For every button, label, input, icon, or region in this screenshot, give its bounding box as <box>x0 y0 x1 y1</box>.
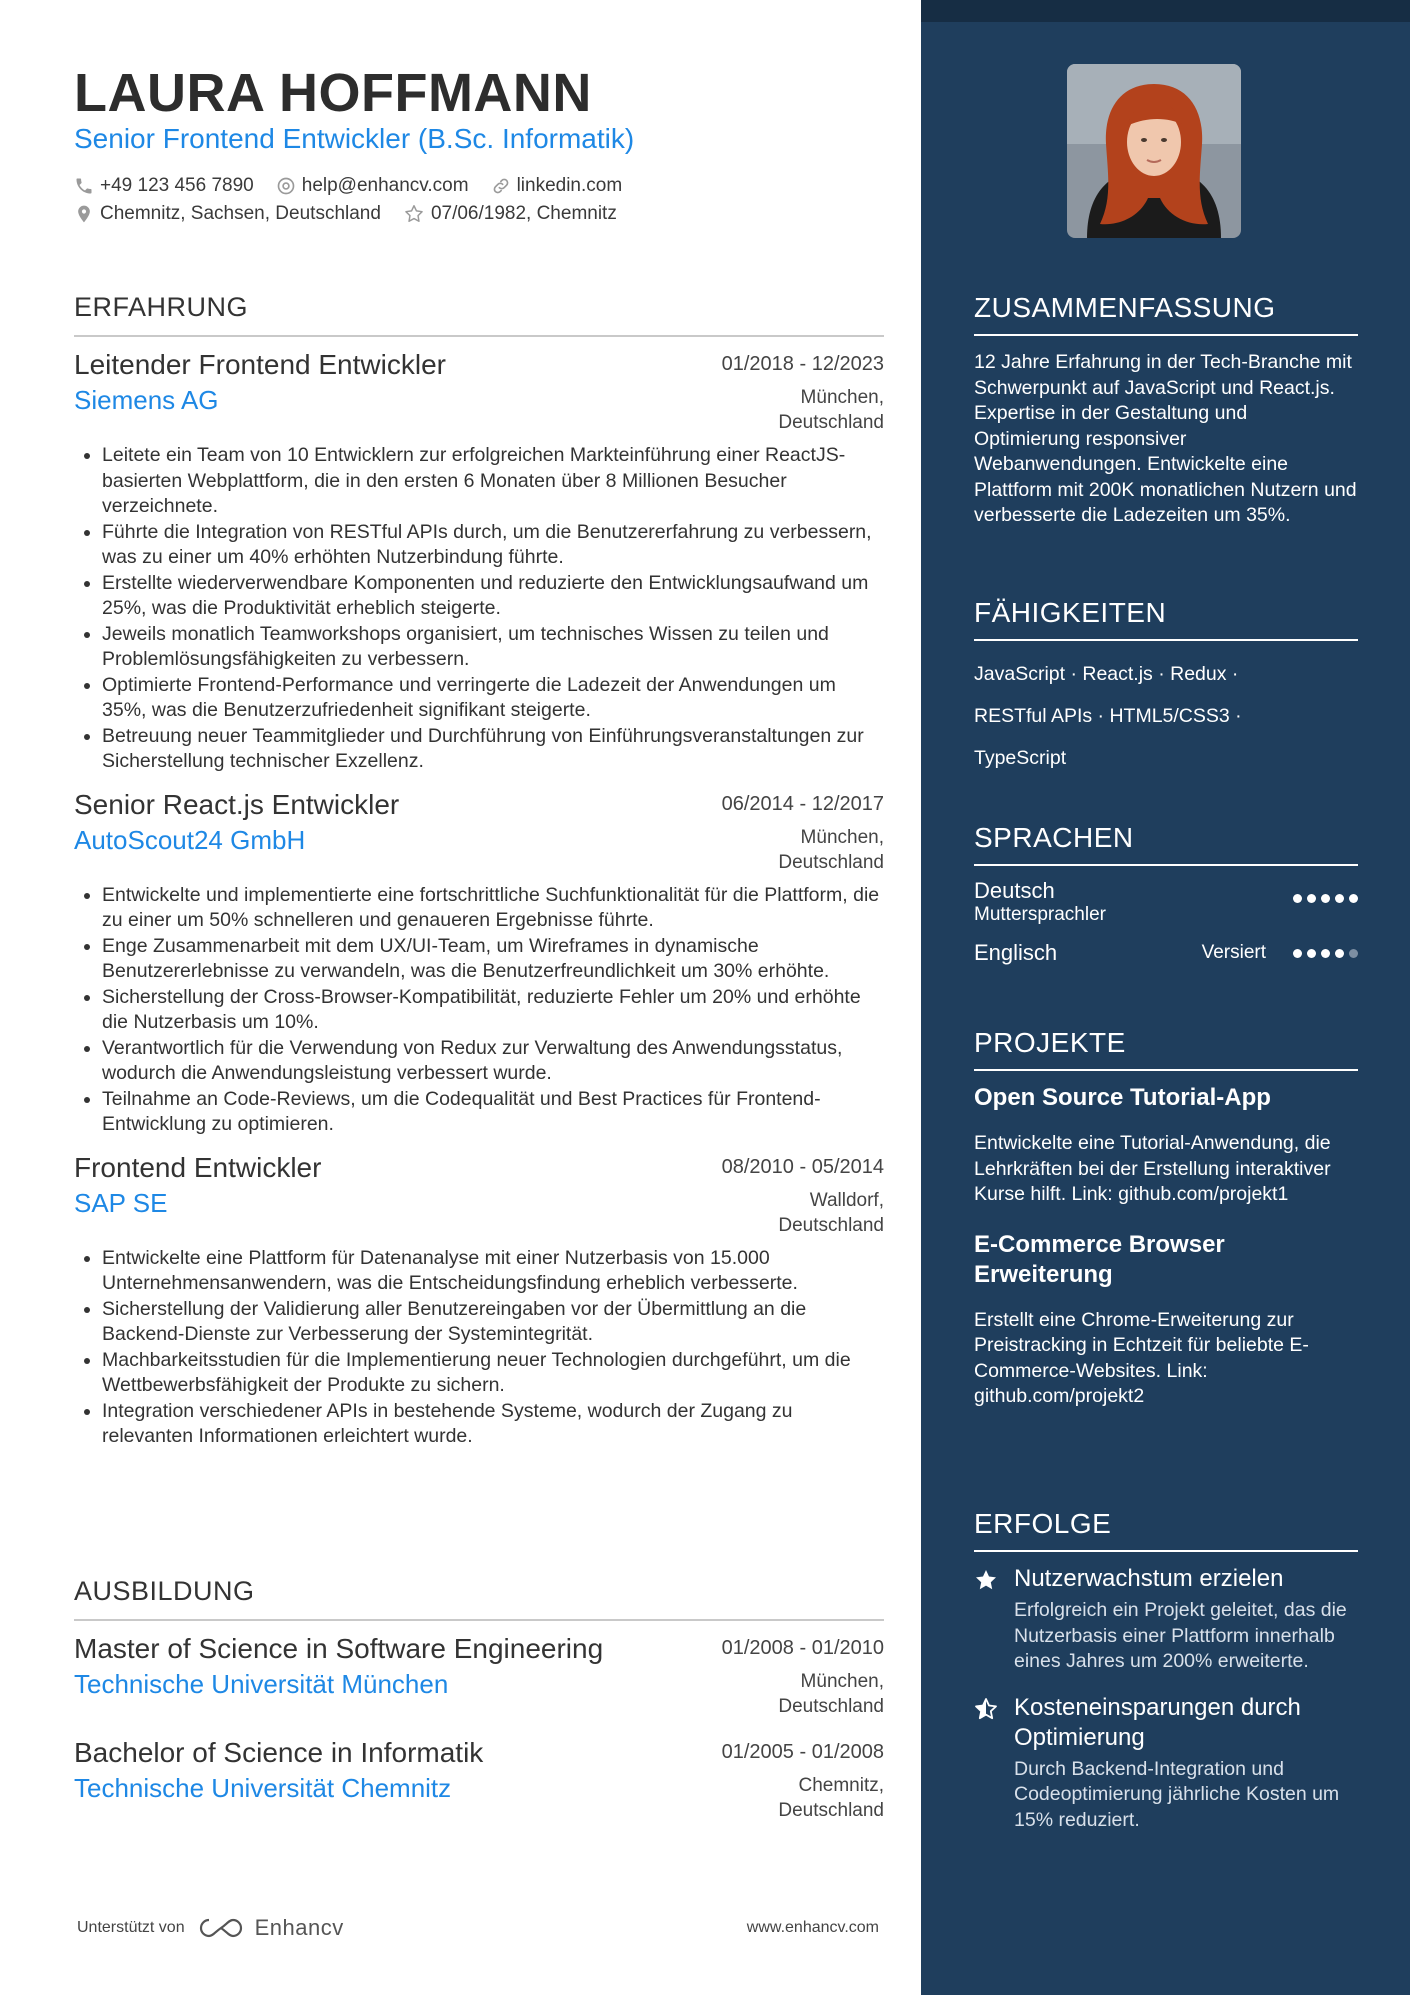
person-name: LAURA HOFFMANN <box>74 63 592 123</box>
school-name: Technische Universität Chemnitz <box>74 1773 452 1803</box>
school-country: Deutschland <box>778 1800 884 1821</box>
job-company: AutoScout24 GmbH <box>74 824 306 855</box>
brand-name: Enhancv <box>254 1915 344 1940</box>
projects-heading: PROJEKTE <box>974 1027 1358 1071</box>
language-level: Muttersprachler <box>974 904 1106 925</box>
school-location <box>778 1773 884 1823</box>
education-entry <box>74 1737 884 1823</box>
email-text: help@enhancv.com <box>301 175 469 196</box>
bullet-item: • Betreuung neuer Teammitglieder und Durchführung von Einführungsveranstaltungen zur Sicherstellung technischer Exzellenz. <box>102 724 884 775</box>
language-name: Englisch <box>974 940 1058 965</box>
bullet-item: • Führte die Integration von RESTful APIs durch, um die Benutzererfahrung zu verbessern, was zu einer um 40% erhöhten Nutzerbindung führte. <box>102 520 884 571</box>
rating-dot <box>1307 949 1316 958</box>
skills-line: RESTful APIs · HTML5/CSS3 · <box>974 705 1242 727</box>
footer <box>77 1915 879 1941</box>
language-rating <box>1288 894 1358 903</box>
degree-title: Bachelor of Science in Informatik <box>74 1737 484 1768</box>
job-country: Deutschland <box>778 851 884 873</box>
bullet-item: • Sicherstellung der Cross-Browser-Kompatibilität, reduzierte Fehler um 20% und erhöhte die Nutzerbasis um 10%. <box>102 985 884 1036</box>
rating-dot <box>1321 894 1330 903</box>
summary-text: 12 Jahre Erfahrung in der Tech-Branche mit Schwerpunkt auf JavaScript und React.js. Expertise in der Gestaltung und Optimierung responsiver Webanwendungen. Entwickelte eine Plattform mit 200K monatlichen Nutzern und verbesserte die Ladezeiten um 35%. <box>974 351 1357 526</box>
profile-photo <box>1067 64 1241 238</box>
education-section <box>74 1576 884 1823</box>
website-link[interactable]: www.enhancv.com <box>746 1919 879 1936</box>
degree-dates: 01/2005 - 01/2008 <box>721 1741 884 1763</box>
skills-section <box>974 597 1358 779</box>
enhancv-logo-icon <box>197 1916 245 1940</box>
bullet-item: • Verantwortlich für die Verwendung von Redux zur Verwaltung des Anwendungsstatus, wodurch die Anwendungsleistung verbessert wurde. <box>102 1036 884 1087</box>
job-company: Siemens AG <box>74 385 219 415</box>
summary-heading: ZUSAMMENFASSUNG <box>974 292 1358 336</box>
achievement-title: Nutzerwachstum erzielen <box>1014 1565 1284 1592</box>
rating-dot <box>1293 949 1302 958</box>
bullet-item: • Entwickelte und implementierte eine fortschrittliche Suchfunktionalität für die Plattform, die zu einer um 50% schnelleren und genaueren Ergebnisse führte. <box>102 883 884 934</box>
rating-dot <box>1335 894 1344 903</box>
school-name: Technische Universität München <box>74 1669 449 1699</box>
bullet-item: • Teilnahme an Code-Reviews, um die Codequalität und Best Practices für Frontend-Entwicklung zu optimieren. <box>102 1087 884 1138</box>
bullet-item: • Machbarkeitsstudien für die Implementierung neuer Technologien durchgeführt, um die Wettbewerbsfähigkeit der Produkte zu sichern. <box>102 1348 884 1399</box>
bullet-item: • Sicherstellung der Validierung aller Benutzereingaben vor der Übermittlung an die Backend-Dienste zur Verbesserung der Systemintegrität. <box>102 1297 884 1348</box>
rating-dot <box>1335 949 1344 958</box>
project-description: Entwickelte eine Tutorial-Anwendung, die Lehrkräften bei der Erstellung interaktiver Kurse hilft. Link: github.com/projekt1 <box>974 1132 1331 1205</box>
rating-dot <box>1307 894 1316 903</box>
education-entry <box>74 1633 884 1719</box>
summary-section <box>974 292 1358 529</box>
job-dates: 01/2018 - 12/2023 <box>721 353 884 375</box>
job-role: Leitender Frontend Entwickler <box>74 349 446 380</box>
sidebar-top-bar <box>921 0 1410 22</box>
birth-text: 07/06/1982, Chemnitz <box>430 203 617 224</box>
job-bullets <box>74 1246 884 1450</box>
rating-dot <box>1321 949 1330 958</box>
degree-dates: 01/2008 - 01/2010 <box>721 1637 884 1659</box>
school-city: Chemnitz, <box>798 1775 884 1796</box>
achievement-title: Kosteneinsparungen durch Optimierung <box>1014 1693 1301 1751</box>
experience-section <box>74 292 884 1450</box>
languages-heading: SPRACHEN <box>974 822 1358 866</box>
contact-birth <box>403 203 617 225</box>
bullet-item: • Entwickelte eine Plattform für Datenanalyse mit einer Nutzerbasis von 15.000 Unternehmensanwendern, was die Entscheidungsfindung erheblich verbesserte. <box>102 1246 884 1297</box>
achievement-item <box>974 1693 1358 1834</box>
profile-photo-image <box>1067 64 1241 238</box>
job-bullets <box>74 443 884 775</box>
bullet-item: • Enge Zusammenarbeit mit dem UX/UI-Team, um Wireframes in dynamische Benutzererlebnisse zu verwandeln, was die Benutzerfreundlichkeit um 30% erhöhte. <box>102 934 884 985</box>
job-dates: 08/2010 - 05/2014 <box>721 1155 884 1178</box>
bullet-item: • Integration verschiedener APIs in bestehende Systeme, wodurch der Zugang zu relevanten Informationen erleichtert wurde. <box>102 1399 884 1450</box>
achievements-section <box>974 1508 1358 1833</box>
school-city: München, <box>800 1671 884 1692</box>
bullet-item: • Optimierte Frontend-Performance und verringerte die Ladezeit der Anwendungen um 35%, was die Benutzerzufriedenheit signifikant steigerte. <box>102 673 884 724</box>
job-country: Deutschland <box>778 412 884 433</box>
projects-section <box>974 1027 1358 1410</box>
bullet-item: • Erstellte wiederverwendbare Komponenten und reduzierte den Entwicklungsaufwand um 25%, was die Produktivität erheblich steigerte. <box>102 571 884 622</box>
job-location <box>778 825 884 875</box>
school-country: Deutschland <box>778 1696 884 1717</box>
phone-text: +49 123 456 7890 <box>100 175 254 196</box>
star-icon <box>974 1568 998 1592</box>
skills-line: TypeScript <box>974 747 1067 769</box>
job-role: Senior React.js Entwickler <box>74 788 400 820</box>
phone-icon <box>74 176 94 196</box>
language-item <box>974 940 1358 966</box>
star-half-icon <box>974 1697 998 1721</box>
job-city: München, <box>800 387 884 408</box>
project-title: Open Source Tutorial-App <box>974 1084 1271 1111</box>
bullet-item: • Leitete ein Team von 10 Entwicklern zur erfolgreichen Markteinführung einer ReactJS-basierten Webplattform, die in den ersten 6 Monaten über 8 Millionen Besucher verzeichnete. <box>102 443 884 520</box>
job-location <box>778 385 884 435</box>
contact-email[interactable] <box>276 175 469 197</box>
powered-by-text: Unterstützt von <box>77 1919 185 1936</box>
achievement-description: Durch Backend-Integration und Codeoptimierung jährliche Kosten um 15% reduziert. <box>1014 1757 1340 1831</box>
star-outline-icon <box>403 203 425 225</box>
languages-section <box>974 822 1358 966</box>
job-location <box>778 1188 884 1238</box>
linkedin-text: linkedin.com <box>516 175 623 196</box>
at-icon <box>276 176 296 196</box>
location-pin-icon <box>74 204 94 224</box>
job-company: SAP SE <box>74 1187 168 1218</box>
degree-title: Master of Science in Software Engineering <box>74 1633 604 1664</box>
achievements-heading: ERFOLGE <box>974 1508 1358 1552</box>
contact-location <box>74 203 381 225</box>
project-title: E-Commerce Browser Erweiterung <box>974 1230 1225 1288</box>
school-location <box>778 1669 884 1719</box>
job-title-headline: Senior Frontend Entwickler (B.Sc. Informatik) <box>74 123 635 154</box>
job-city: München, <box>800 826 884 848</box>
contact-linkedin[interactable] <box>491 175 623 197</box>
skills-line: JavaScript · React.js · Redux · <box>974 663 1239 685</box>
rating-dot-empty <box>1349 949 1358 958</box>
job-role: Frontend Entwickler <box>74 1151 322 1183</box>
job-entry <box>74 349 884 775</box>
achievement-item <box>974 1564 1358 1675</box>
language-name: Deutsch <box>974 878 1055 903</box>
job-dates: 06/2014 - 12/2017 <box>721 792 884 815</box>
language-rating <box>1288 949 1358 958</box>
rating-dot <box>1293 894 1302 903</box>
language-level: Versiert <box>1201 942 1266 963</box>
experience-heading: ERFAHRUNG <box>74 292 884 337</box>
achievement-description: Erfolgreich ein Projekt geleitet, das die Nutzerbasis einer Plattform innerhalb eines Jahres um 200% erweiterte. <box>1014 1599 1347 1672</box>
job-entry <box>74 1152 884 1450</box>
sidebar <box>921 0 1410 1995</box>
skills-heading: FÄHIGKEITEN <box>974 597 1358 641</box>
rating-dot <box>1349 894 1358 903</box>
job-country: Deutschland <box>778 1214 884 1236</box>
education-heading: AUSBILDUNG <box>74 1576 884 1621</box>
language-item <box>974 878 1358 926</box>
job-entry <box>74 789 884 1138</box>
project-description: Erstellt eine Chrome-Erweiterung zur Preistracking in Echtzeit für beliebte E-Commerce-Websites. Link: github.com/projekt2 <box>974 1308 1309 1407</box>
location-text: Chemnitz, Sachsen, Deutschland <box>100 203 381 224</box>
contact-info <box>74 172 644 228</box>
bullet-item: • Jeweils monatlich Teamworkshops organisiert, um technisches Wissen zu teilen und Problemlösungsfähigkeiten zu verbessern. <box>102 622 884 673</box>
link-icon <box>491 176 511 196</box>
job-city: Walldorf, <box>809 1189 884 1211</box>
job-bullets <box>74 883 884 1138</box>
skills-list <box>974 653 1358 779</box>
contact-phone <box>74 175 254 197</box>
